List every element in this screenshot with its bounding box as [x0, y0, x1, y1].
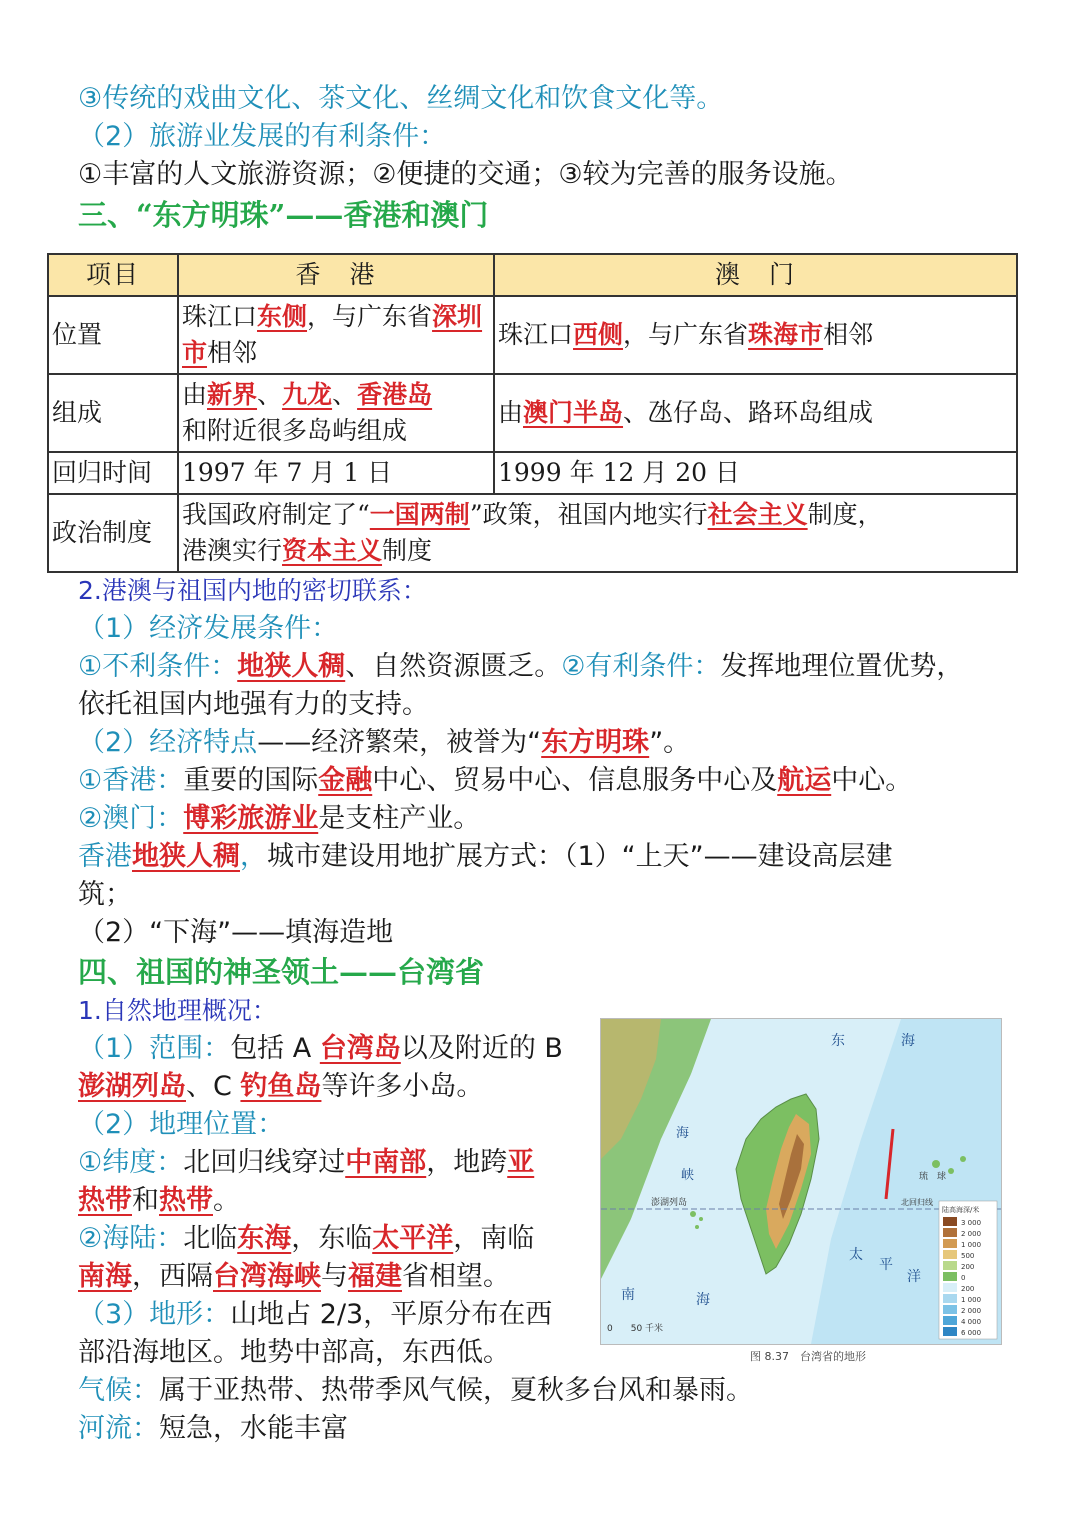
label: （3）地形：: [78, 1299, 231, 1330]
text: 、氹仔岛、路环岛组成: [623, 398, 874, 427]
key-term: 东方明珠: [541, 727, 650, 758]
text: ，南临: [453, 1223, 535, 1254]
text: 相邻: [823, 320, 874, 349]
legend-value: 4 000: [961, 1318, 982, 1326]
table-header-item: 项目: [48, 254, 178, 296]
key-term: 东侧: [257, 302, 308, 331]
key-term: 九龙: [282, 380, 333, 409]
legend-swatch: [943, 1305, 957, 1314]
land-line: [78, 838, 893, 876]
text: 城市建设用地扩展方式：（1）“上天”——建设高层建: [267, 841, 893, 872]
map-svg: [601, 1019, 1001, 1344]
text: 发挥地理位置优势，: [720, 651, 964, 682]
map-label-east-sea-2: 海: [901, 1033, 915, 1049]
legend-swatch: [943, 1250, 957, 1259]
text: 和附近很多岛屿组成: [182, 416, 408, 445]
hk-position-cell: [178, 296, 494, 374]
text: 包括 A: [230, 1033, 320, 1064]
sea-line-2: [78, 1258, 510, 1296]
legend-title: 陆高海深/米: [942, 1206, 980, 1214]
key-term: 珠海市: [748, 320, 824, 349]
legend-swatch: [943, 1272, 957, 1281]
text: 等许多小岛。: [321, 1071, 484, 1102]
key-term: 澳门半岛: [523, 398, 624, 427]
nat-title: 1.自然地理概况：: [78, 996, 277, 1025]
key-term: 台湾岛: [319, 1033, 401, 1064]
key-term: 资本主义: [282, 536, 383, 565]
text: 是支柱产业。: [318, 803, 481, 834]
mo-return-cell: 1999 年 12 月 20 日: [494, 452, 1017, 494]
intro-line-1: ③传统的戏曲文化、茶文化、丝绸文化和饮食文化等。: [78, 83, 724, 114]
key-term: 社会主义: [707, 500, 808, 529]
map-caption: 图 8.37 台湾省的地形: [750, 1350, 866, 1363]
text: 制度: [382, 536, 433, 565]
text: 北回归线穿过: [183, 1147, 346, 1178]
legend-swatch: [943, 1294, 957, 1303]
intro-line-2: （2）旅游业发展的有利条件：: [78, 121, 447, 152]
intro-line-3: ①丰富的人文旅游资源；②便捷的交通；③较为完善的服务设施。: [78, 159, 853, 190]
text: 珠江口: [182, 302, 258, 331]
table-header-mo: 澳 门: [494, 254, 1017, 296]
lat-line: [78, 1144, 534, 1182]
key-term: 深圳市: [182, 302, 483, 367]
text: 珠江口: [498, 320, 574, 349]
econ-cond-heading: （1）经济发展条件：: [78, 613, 339, 644]
legend-value: 2 000: [961, 1230, 982, 1238]
key-term: 台湾海峡: [213, 1261, 321, 1292]
map-label-strait-1: 海: [676, 1126, 690, 1141]
text: 省相望。: [402, 1261, 510, 1292]
label: 香港: [78, 841, 132, 872]
legend-swatch: [943, 1283, 957, 1292]
table-header-hk: 香 港: [178, 254, 494, 296]
key-term: 福建: [348, 1261, 402, 1292]
key-term: 新界: [207, 380, 258, 409]
map-scale: 0 50 千米: [607, 1324, 664, 1334]
map-label-pacific-1: 太: [849, 1247, 863, 1263]
text: 由: [498, 398, 524, 427]
text: ，地跨: [426, 1147, 508, 1178]
key-term: 金融: [318, 765, 373, 796]
mo-line: [78, 800, 480, 838]
section4-title: 四、祖国的神圣领土——台湾省: [78, 955, 485, 989]
politics-cell: [178, 494, 1017, 572]
key-term: 地狭人稠: [237, 651, 346, 682]
text: 短急，水能丰富: [159, 1413, 348, 1444]
hk-macau-table: [47, 253, 1018, 573]
map-label-strait-2: 峡: [681, 1168, 695, 1183]
text: 和: [132, 1185, 159, 1216]
label: （1）范围：: [78, 1033, 231, 1064]
hk-composition-cell: [178, 374, 494, 452]
taiwan-terrain-map: [600, 1018, 1002, 1345]
key-term: 亚: [507, 1147, 535, 1178]
key-term: 东海: [237, 1223, 292, 1254]
map-label-east-sea: 东: [831, 1033, 845, 1049]
mo-position-cell: [494, 296, 1017, 374]
row-label: 组成: [48, 374, 178, 452]
ryukyu-island: [932, 1160, 940, 1168]
key-term: 中南部: [345, 1147, 427, 1178]
label: ①香港：: [78, 765, 184, 796]
map-label-south-sea-2: 海: [696, 1292, 710, 1308]
key-term: 香港岛: [357, 380, 433, 409]
table-row-politics: [48, 494, 1017, 572]
label: 气候：: [78, 1375, 159, 1406]
table-row-return: [48, 452, 1017, 494]
key-term: 南海: [78, 1261, 132, 1292]
row-label: 政治制度: [48, 494, 178, 572]
row-label: 位置: [48, 296, 178, 374]
table-row-composition: [48, 374, 1017, 452]
label: ②澳门：: [78, 803, 184, 834]
text: 相邻: [207, 338, 258, 367]
label: 河流：: [78, 1413, 159, 1444]
map-label-south-sea-1: 南: [621, 1287, 635, 1303]
links-title: 2.港澳与祖国内地的密切联系：: [78, 576, 427, 605]
text: 港澳实行: [182, 536, 283, 565]
label: （2）经济特点: [78, 727, 258, 758]
legend-swatch: [943, 1327, 957, 1336]
text: 我国政府制定了“: [182, 500, 370, 529]
map-label-pacific-2: 平: [879, 1257, 893, 1273]
hk-line: [78, 762, 912, 800]
legend-swatch: [943, 1217, 957, 1226]
text: 、: [332, 380, 358, 409]
river-line: [78, 1410, 348, 1448]
text: ”。: [649, 727, 691, 758]
terrain-line: [78, 1296, 552, 1334]
table-row-position: [48, 296, 1017, 374]
legend-swatch: [943, 1316, 957, 1325]
text: 制度，: [807, 500, 883, 529]
mo-composition-cell: [494, 374, 1017, 452]
text: 中心。: [831, 765, 913, 796]
label: ①不利条件：: [78, 651, 238, 682]
econ-feat-line: [78, 724, 690, 762]
legend-value: 1 000: [961, 1296, 982, 1304]
map-label-ryukyu: 琉 球: [919, 1172, 947, 1182]
fav-line-2: 依托祖国内地强有力的支持。: [78, 689, 429, 720]
land-line-2: 筑；: [78, 879, 132, 910]
text: 北临: [183, 1223, 238, 1254]
legend-value: 6 000: [961, 1329, 982, 1337]
text: 山地占 2/3，平原分布在西: [230, 1299, 553, 1330]
key-term: 一国两制: [369, 500, 470, 529]
text: 、C: [186, 1071, 241, 1102]
land-line-3: （2）“下海”——填海造地: [78, 917, 394, 948]
legend-value: 200: [961, 1263, 975, 1271]
label: ②有利条件：: [561, 651, 721, 682]
legend-value: 200: [961, 1285, 975, 1293]
text: ——经济繁荣，被誉为“: [257, 727, 542, 758]
text: ，东临: [291, 1223, 373, 1254]
key-term: 热带: [159, 1185, 213, 1216]
section3-title: 三、“东方明珠”——香港和澳门: [78, 198, 489, 232]
unfav-line: [78, 648, 963, 686]
hk-return-cell: 1997 年 7 月 1 日: [178, 452, 494, 494]
ryukyu-island: [960, 1156, 966, 1162]
scope-line: [78, 1030, 563, 1068]
key-term: 热带: [78, 1185, 132, 1216]
key-term: 太平洋: [372, 1223, 454, 1254]
lat-line-2: [78, 1182, 240, 1220]
boundary-line: [886, 1129, 893, 1199]
legend-value: 3 000: [961, 1219, 982, 1227]
scope-line-2: [78, 1068, 483, 1106]
penghu-island: [695, 1225, 699, 1229]
text: ，与广东省: [623, 320, 749, 349]
key-term: 钓鱼岛: [240, 1071, 322, 1102]
key-term: 西侧: [573, 320, 624, 349]
text: 、自然资源匮乏。: [345, 651, 562, 682]
table-header-row: [48, 254, 1017, 296]
key-term: 博彩旅游业: [183, 803, 319, 834]
map-label-tropic: 北回归线: [901, 1198, 933, 1207]
text: ，西隔: [132, 1261, 213, 1292]
penghu-island: [699, 1217, 703, 1221]
legend-value: 1 000: [961, 1241, 982, 1249]
text: 重要的国际: [183, 765, 319, 796]
legend-swatch: [943, 1228, 957, 1237]
legend-swatch: [943, 1239, 957, 1248]
key-term: 地狭人稠: [132, 841, 240, 872]
label: ①纬度：: [78, 1147, 184, 1178]
sea-line: [78, 1220, 534, 1258]
legend-value: 500: [961, 1252, 975, 1260]
penghu-island: [690, 1211, 696, 1217]
legend-swatch: [943, 1261, 957, 1270]
map-label-penghu: 澎湖列岛: [651, 1198, 688, 1208]
map-label-pacific-3: 洋: [907, 1269, 921, 1285]
climate-line: [78, 1372, 753, 1410]
row-label: 回归时间: [48, 452, 178, 494]
geo-pos-heading: （2）地理位置：: [78, 1109, 285, 1140]
key-term: 澎湖列岛: [78, 1071, 186, 1102]
label: ②海陆：: [78, 1223, 184, 1254]
text: 中心、贸易中心、信息服务中心及: [372, 765, 778, 796]
key-term: 航运: [777, 765, 832, 796]
terrain-line-2: 部沿海地区。地势中部高，东西低。: [78, 1337, 510, 1368]
text: 与: [321, 1261, 348, 1292]
text: ，与广东省: [307, 302, 433, 331]
ryukyu-island: [948, 1168, 954, 1174]
legend-value: 2 000: [961, 1307, 982, 1315]
text: 由: [182, 380, 208, 409]
text: 属于亚热带、热带季风气候，夏秋多台风和暴雨。: [159, 1375, 753, 1406]
text: 、: [257, 380, 283, 409]
text: ”政策，祖国内地实行: [469, 500, 708, 529]
text: 以及附近的 B: [400, 1033, 563, 1064]
legend-value: 0: [961, 1274, 966, 1282]
text: ，: [240, 841, 267, 872]
text: 。: [213, 1185, 240, 1216]
